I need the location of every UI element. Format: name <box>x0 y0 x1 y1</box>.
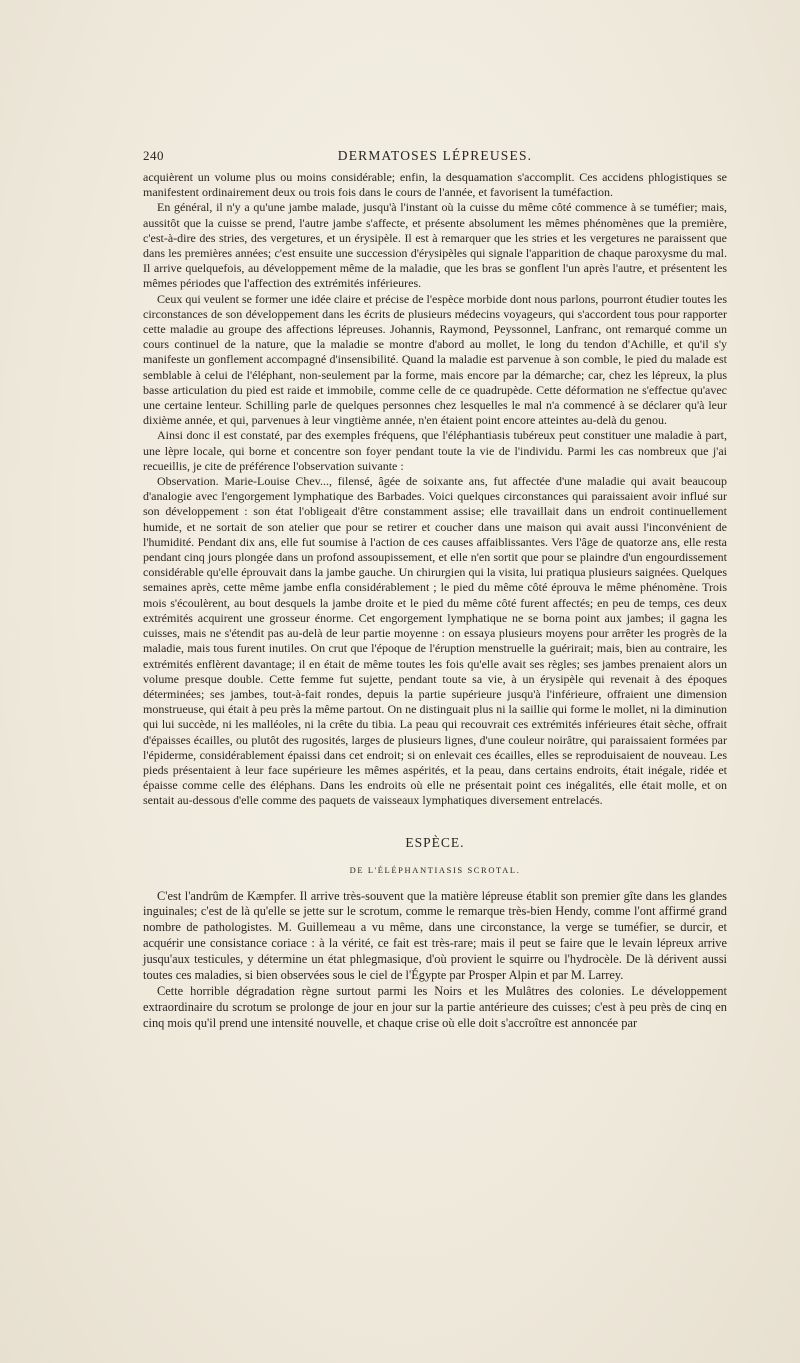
section-title: ESPÈCE. <box>405 834 465 850</box>
paragraph: Cette horrible dégradation règne surtout parmi les Noirs et les Mulâtres des colonies. Le développement extraordinaire du scrotum se prolonge de jour en jour sur la partie antérieure des cuisses; c'est à peu près de cinq en cinq mois qu'il prend une intensité nouvelle, et chaque crise où elle doit s'accroître est annoncée par <box>143 983 727 1030</box>
page-content <box>143 148 727 1032</box>
running-title: DERMATOSES LÉPREUSES. <box>337 148 533 163</box>
section-body <box>143 889 727 1032</box>
section-subtitle: DE L'ÉLÉPHANTIASIS SCROTAL. <box>349 864 521 875</box>
running-head <box>143 148 727 166</box>
paragraph: C'est l'andrûm de Kæmpfer. Il arrive très-souvent que la matière lépreuse établit son premier gîte dans les glandes inguinales; c'est de là qu'elle se jette sur le scrotum, comme le remarque très-bien Hendy, comme l'ont affirmé grand nombre de pathologistes. M. Guillemeau a vu même, dans une circonstance, la verge se tuméfier, se durcir, et acquérir une consistance coriace : à la vérité, ce fait est très-rare; mais il peut se faire que le levain lépreux arrive jusqu'aux testicules, y détermine un état phlegmasique, d'où provient le squirre ou l'hydrocèle. De là dérivent aussi toutes ces maladies, si bien observées sous le ciel de l'Égypte par Prosper Alpin et par M. Larrey. <box>143 888 727 983</box>
paragraph: Ainsi donc il est constaté, par des exemples fréquens, que l'éléphantiasis tubéreux peut constituer une maladie à part, une lèpre locale, qui borne et concentre son foyer pendant toute la vie de l'individu. Parmi les cas nombreux que j'ai recueillis, je cite de préférence l'observation suivante : <box>143 428 727 473</box>
paragraph: Ceux qui veulent se former une idée claire et précise de l'espèce morbide dont nous parlons, pourront étudier toutes les circonstances de son développement dans les écrits de plusieurs médecins voyageurs, qui s'accordent tous pour rapporter cette maladie au groupe des affections lépreuses. Johannis, Raymond, Peyssonnel, Lanfranc, ont remarqué comme un cours continuel de la nature, que la maladie se montre d'abord au mollet, le long du tendon d'Achille, et qu'il s'y manifeste un gonflement accompagné d'insensibilité. Quand la maladie est parvenue à son comble, le pied du malade est semblable à celui de l'éléphant, non-seulement par la forme, mais encore par la démarche; car, chez les lépreux, la plus basse articulation du pied est raide et immobile, comme celle de ce quadrupède. Cette déformation ne s'effectue qu'avec une certaine lenteur. Schilling parle de quelques personnes chez lesquelles le mal n'a commencé à se déclarer qu'à leur dixième année, et qui, parvenues à leur vingtième année, n'en étaient point encore atteintes au-delà du genou. <box>143 291 727 428</box>
observation-paragraph: Observation. Marie-Louise Chev..., filensé, âgée de soixante ans, fut affectée d'une maladie qui avait beaucoup d'analogie avec l'engorgement lymphatique des Barbades. Voici quelques circonstances qui paraissaient avoir influé sur son développement : son état l'obligeait d'être constamment assise; elle travaillait dans un endroit continuellement humide, et ne sortait de son atelier que pour se retirer et coucher dans une maison qui avait aussi l'inconvénient de l'humidité. Pendant dix ans, elle fut soumise à l'action de ces causes affaiblissantes. Vers l'âge de quatorze ans, elle resta pendant cinq jours plongée dans un profond assoupissement, et elle n'en sortit que pour se plaindre d'un engourdissement considérable qu'elle éprouvait dans la jambe gauche. Un chirurgien qui la visita, lui pratiqua plusieurs saignées. Quelques semaines après, cette même jambe enfla considérablement ; le pied du même côté éprouva le même phénomène. Trois mois s'écoulèrent, au bout desquels la jambe droite et le pied du même côté furent affectés; en peu de temps, ces deux extrémités acquirent une grosseur énorme. Cet engorgement lymphatique ne se borna point aux jambes; il gagna les cuisses, mais ne s'étendit pas au-delà de leur partie moyenne : on essaya plusieurs moyens pour arrêter les progrès de la maladie, mais tous furent inutiles. On crut que l'époque de l'éruption menstruelle la guérirait; mais, bien au contraire, les extrémités enflèrent davantage; il en était de même toutes les fois qu'elle avait ses règles; ses jambes prenaient alors un volume presque double. Cette femme fut sujette, pendant toute sa vie, à un érysipèle qui revenait à des époques déterminées; ses jambes, tout-à-fait rondes, depuis la partie supérieure jusqu'à l'inférieure, offraient une dimension monstrueuse, qui était à peu près la même partout. On ne distinguait plus ni la saillie qui forme le mollet, ni la diminution qui lui succède, ni les malléoles, ni la crête du tibia. La peau qui recouvrait ces extrémités inférieures était sèche, offrait d'épaisses écailles, ou plutôt des rugosités, larges de plusieurs lignes, d'une couleur noirâtre, qui paraissaient formées par l'épiderme, considérablement épaissi dans cet endroit; si on enlevait ces écailles, elles se reproduisaient de nouveau. Les pieds présentaient à leur face supérieure les mêmes aspérités, et la peau, dans certains endroits, était inégale, ridée et épaisse comme celle des éléphans. Dans les endroits où elle ne présentait point ces inégalités, elle était molle, et on sentait au-dessous d'elle comme des paquets de vaisseaux lymphatiques diversement entrelacés. <box>143 474 727 808</box>
page-number: 240 <box>143 148 164 163</box>
paragraph: acquièrent un volume plus ou moins considérable; enfin, la desquamation s'accomplit. Ces accidens phlogistiques se manifestent ordinairement deux ou trois fois dans le cours de l'année, et favorisent la tuméfaction. <box>143 170 727 200</box>
paragraph: En général, il n'y a qu'une jambe malade, jusqu'à l'instant où la cuisse du même côté commence à se tuméfier; mais, aussitôt que la cuisse se prend, l'autre jambe s'affecte, et présente absolument les mêmes phénomènes que la première, c'est-à-dire des stries, des vergetures, et un érysipèle. Il est à remarquer que les stries et les vergetures ne paraissent que dans les premières années; c'est ensuite une succession d'érysipèles qui signale l'apparition de chaque paroxysme du mal. Il arrive quelquefois, au développement même de la maladie, que les bras se gonflent l'un après l'autre, et présentent les mêmes périodes que l'affection des extrémités inférieures. <box>143 200 727 291</box>
